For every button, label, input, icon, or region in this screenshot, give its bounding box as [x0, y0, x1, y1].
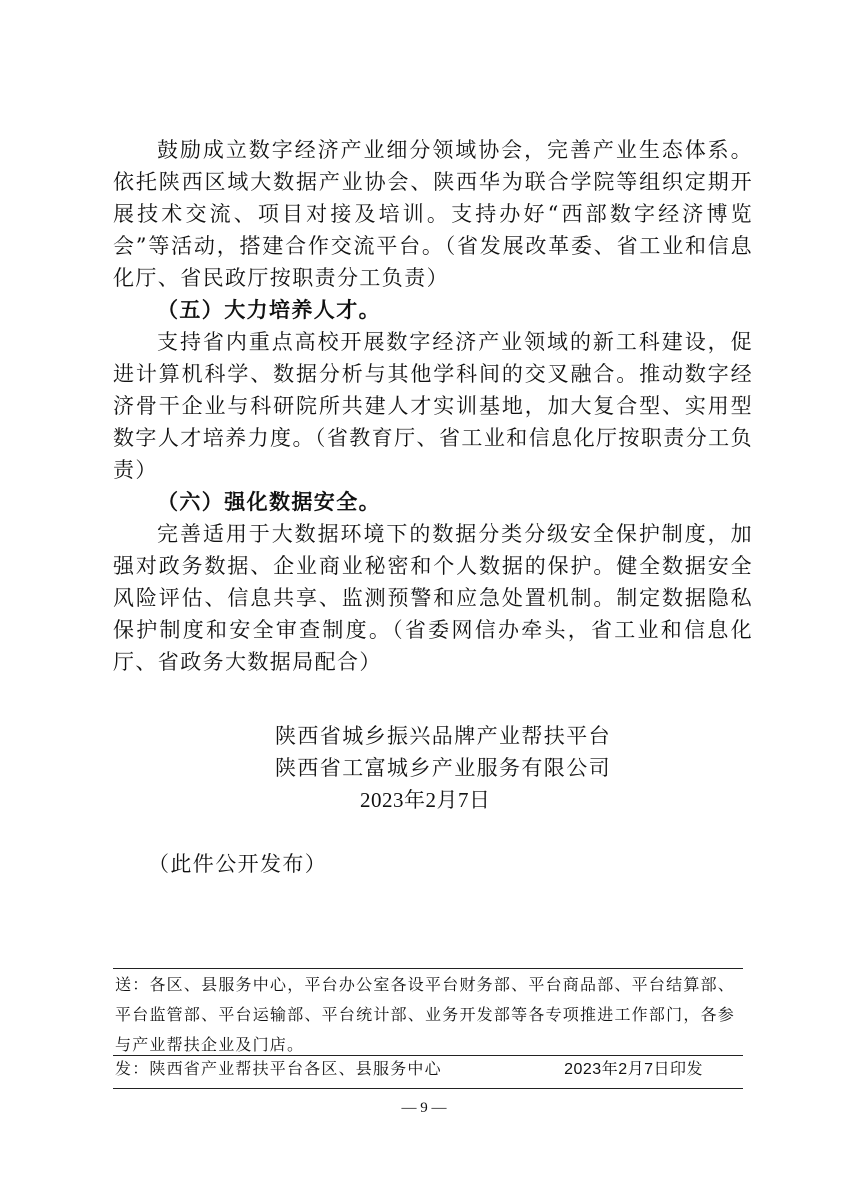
issue-date: 2023年2月7日印发	[564, 1061, 703, 1078]
section-heading-talent: （五）大力培养人才。	[157, 297, 381, 322]
publish-note: （此件公开发布）	[148, 852, 328, 876]
distribution-top-rule	[113, 968, 743, 969]
section-heading-data-security: （六）强化数据安全。	[157, 489, 381, 514]
paragraph-data-security: 完善适用于大数据环境下的数据分类分级安全保护制度，加强对政务数据、企业商业秘密和个人数据的保护。健全数据安全风险评估、信息共享、监测预警和应急处置机制。制定数据隐私保护制度和安全审查制度。（省委网信办牵头，省工业和信息化厅、省政务大数据局配合）	[113, 522, 753, 674]
signature-org-2: 陕西省工富城乡产业服务有限公司	[275, 756, 611, 780]
signature-block	[275, 720, 635, 816]
distribution-send-to: 送：各区、县服务中心，平台办公室各设平台财务部、平台商品部、平台结算部、平台监管部、平台运输部、平台统计部、业务开发部等各专项推进工作部门，各参与产业帮扶企业及门店。	[115, 975, 735, 1054]
issuance-line	[115, 1056, 735, 1079]
distribution-bottom-rule	[113, 1088, 743, 1089]
paragraph-talent: 支持省内重点高校开展数字经济产业领域的新工科建设，促进计算机科学、数据分析与其他学科间的交叉融合。推动数字经济骨干企业与科研院所共建人才实训基地，加大复合型、实用型数字人才培养力度。（省教育厅、省工业和信息化厅按职责分工负责）	[113, 330, 753, 482]
signature-date: 2023年2月7日	[360, 788, 491, 812]
issuer: 发：陕西省产业帮扶平台各区、县服务中心	[115, 1059, 442, 1078]
paragraph-ecosystem: 鼓励成立数字经济产业细分领域协会，完善产业生态体系。依托陕西区域大数据产业协会、陕西华为联合学院等组织定期开展技术交流、项目对接及培训。支持办好“西部数字经济博览会”等活动，搭建合作交流平台。（省发展改革委、省工业和信息化厅、省民政厅按职责分工负责）	[113, 138, 753, 290]
signature-org-1: 陕西省城乡振兴品牌产业帮扶平台	[275, 724, 611, 748]
document-body	[113, 134, 753, 678]
page-number: — 9 —	[401, 1100, 447, 1116]
